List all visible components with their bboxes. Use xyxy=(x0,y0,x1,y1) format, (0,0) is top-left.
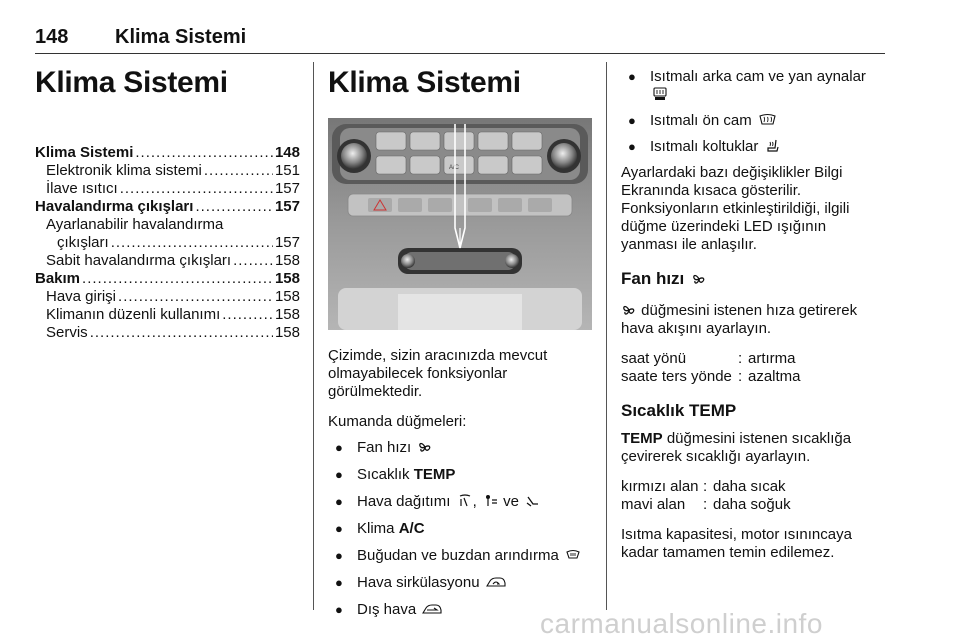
toc-entry-title: Hava girişi xyxy=(46,288,117,305)
toc-page-number: 151 xyxy=(274,162,300,179)
list-item: ● Hava dağıtımı , ve xyxy=(328,493,593,511)
led-info-text: Ayarlardaki bazı değişiklikler Bilgi Ekranında kısaca gösterilir. Fonksiyonların etkinleştirildiği, ilgili düğme üzerindeki LED ışığının yanması ile anlaşılır. xyxy=(621,164,850,253)
toc-entry[interactable] xyxy=(35,270,300,288)
toc-page-number: 158 xyxy=(274,324,300,341)
toc-page-number: 158 xyxy=(274,252,300,269)
toc-leader-dots xyxy=(195,198,273,216)
table-of-contents xyxy=(35,144,300,342)
fan-icon xyxy=(621,303,637,317)
ac-label: A/C xyxy=(398,520,425,537)
toc-leader-dots xyxy=(233,252,273,270)
list-item: ● Dış hava xyxy=(328,601,593,619)
toc-leader-dots xyxy=(111,234,273,252)
toc-page-number: 157 xyxy=(274,198,300,215)
toc-entry[interactable] xyxy=(35,180,300,198)
fan-speed-text: düğmesini istenen hıza getirerek hava akışını ayarlayın. xyxy=(621,302,858,337)
toc-entry[interactable] xyxy=(35,234,300,252)
toc-leader-dots xyxy=(82,270,273,288)
toc-entry[interactable] xyxy=(35,324,300,342)
toc-entry-title: Servis xyxy=(46,324,88,341)
toc-entry[interactable] xyxy=(35,252,300,270)
temperature-heading: Sıcaklık TEMP xyxy=(621,401,737,420)
detail-column xyxy=(621,62,881,574)
fan-icon xyxy=(417,440,433,454)
list-item: ● Isıtmalı ön cam xyxy=(621,112,881,130)
toc-entry: Ayarlanabilir havalandırma xyxy=(46,216,224,233)
climate-control-panel-photo xyxy=(328,118,592,330)
toc-leader-dots xyxy=(118,288,273,306)
fan-icon xyxy=(691,272,707,286)
chapter-title: Klima Sistemi xyxy=(35,66,228,99)
list-item: ● Isıtmalı arka cam ve yan aynalar xyxy=(621,68,881,104)
list-item: ● Fan hızı xyxy=(328,439,593,457)
list-item: ● Buğudan ve buzdan arındırma xyxy=(328,547,593,565)
heated-windscreen-icon xyxy=(758,113,777,127)
air-to-windscreen-icon xyxy=(457,494,473,508)
section-title: Klima Sistemi xyxy=(328,66,521,99)
heating-list xyxy=(621,68,881,156)
rear-defrost-icon xyxy=(652,87,668,101)
front-defrost-icon xyxy=(565,548,581,562)
page-number: 148 xyxy=(35,26,69,48)
toc-column xyxy=(35,62,300,342)
toc-entry-title: Klimanın düzenli kullanımı xyxy=(46,306,221,323)
toc-page-number: 158 xyxy=(274,288,300,305)
photo-caption: Çizimde, sizin aracınızda mevcut olmayabilecek fonksiyonlar görülmektedir. xyxy=(328,347,548,400)
list-item: ● Isıtmalı koltuklar xyxy=(621,138,881,156)
intro-column xyxy=(328,62,593,628)
heating-capacity-note: Isıtma kapasitesi, motor ısınıncaya kadar tamamen temin edilemez. xyxy=(621,526,852,561)
svg-text:A/C: A/C xyxy=(449,165,460,171)
list-item: ● Hava sirkülasyonu xyxy=(328,574,593,592)
fan-speed-heading: Fan hızı xyxy=(621,270,881,288)
toc-leader-dots xyxy=(135,144,273,162)
toc-entry-title: çıkışları xyxy=(57,234,109,251)
toc-leader-dots xyxy=(90,324,273,342)
heated-seat-icon xyxy=(765,139,781,153)
toc-page-number: 148 xyxy=(274,144,300,161)
toc-entry[interactable] xyxy=(35,144,300,162)
toc-page-number: 157 xyxy=(274,234,300,251)
column-divider-2 xyxy=(606,62,607,610)
toc-leader-dots xyxy=(222,306,273,324)
air-to-feet-icon xyxy=(525,494,541,508)
toc-leader-dots xyxy=(204,162,273,180)
temperature-text: TEMP düğmesini istenen sıcaklığa çevirerek sıcaklığı ayarlayın. xyxy=(621,430,852,465)
running-title: Klima Sistemi xyxy=(115,26,247,48)
page-header xyxy=(35,26,885,54)
controls-list xyxy=(328,439,593,619)
toc-entry-title: Klima Sistemi xyxy=(35,144,134,161)
temperature-zone-table: kırmızı alan : daha sıcak mavi alan : daha soğuk xyxy=(621,478,791,513)
controls-intro: Kumanda düğmeleri: xyxy=(328,413,467,430)
toc-entry[interactable] xyxy=(35,198,300,216)
recirculation-icon xyxy=(486,575,506,589)
toc-page-number: 157 xyxy=(274,180,300,197)
toc-entry-title: İlave ısıtıcı xyxy=(46,180,118,197)
toc-page-number: 158 xyxy=(274,306,300,323)
toc-entry-title: Bakım xyxy=(35,270,81,287)
temp-label: TEMP xyxy=(413,466,456,483)
outside-air-icon xyxy=(422,602,442,616)
toc-entry-title: Sabit havalandırma çıkışları xyxy=(46,252,232,269)
toc-entry-title: Havalandırma çıkışları xyxy=(35,198,194,215)
toc-entry[interactable] xyxy=(35,306,300,324)
column-divider-1 xyxy=(313,62,314,610)
list-item: ● Klima A/C xyxy=(328,520,593,538)
air-to-head-icon xyxy=(483,494,499,508)
toc-page-number: 158 xyxy=(274,270,300,287)
toc-entry[interactable] xyxy=(35,288,300,306)
toc-entry-title: Elektronik klima sistemi xyxy=(46,162,202,179)
list-item: ● Sıcaklık TEMP xyxy=(328,466,593,484)
toc-entry[interactable] xyxy=(35,162,300,180)
fan-direction-table: saat yönü : artırma saate ters yönde : azaltma xyxy=(621,350,801,385)
watermark: carmanualsonline.info xyxy=(540,608,823,639)
toc-leader-dots xyxy=(120,180,273,198)
